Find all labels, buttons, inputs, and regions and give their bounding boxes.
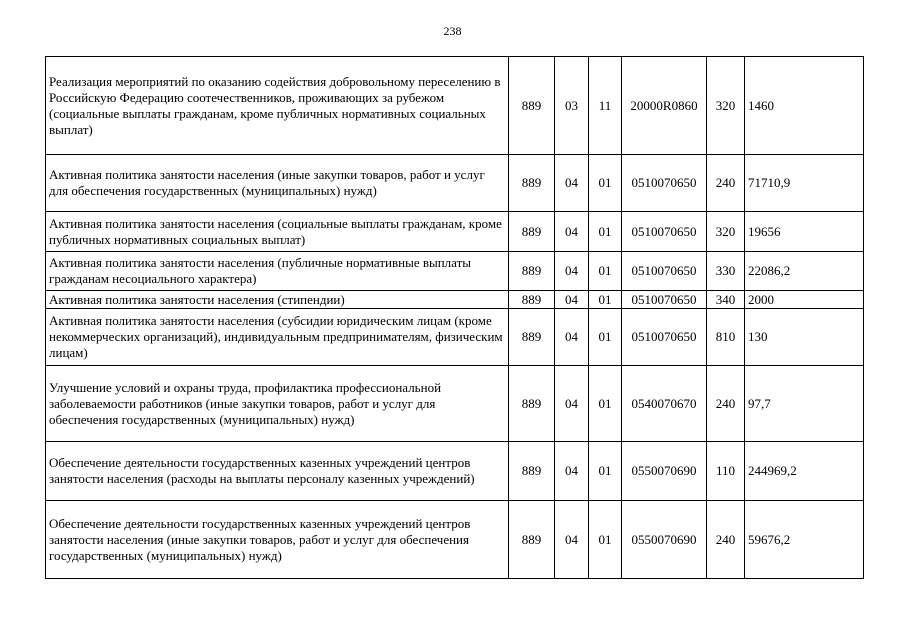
amount-cell: 130 [745, 309, 864, 366]
expense-type-cell: 240 [707, 366, 745, 442]
subsection-code-cell: 01 [589, 309, 622, 366]
amount-cell: 22086,2 [745, 252, 864, 291]
subsection-code-cell: 01 [589, 212, 622, 252]
description-cell: Обеспечение деятельности государственных казенных учреждений центров занятости населения (расходы на выплаты персоналу казенных учреждений) [46, 442, 509, 501]
section-code-cell: 04 [555, 366, 589, 442]
description-cell: Активная политика занятости населения (субсидии юридическим лицам (кроме некоммерческих организаций), индивидуальным предпринимателям, физическим лицам) [46, 309, 509, 366]
amount-cell: 97,7 [745, 366, 864, 442]
description-cell: Реализация мероприятий по оказанию содействия добровольному переселению в Российскую Федерацию соотечественников, проживающих за рубежом (социальные выплаты гражданам, кроме публичных нормативных социальных выплат) [46, 57, 509, 155]
ministry-code-cell: 889 [509, 252, 555, 291]
table-row [46, 291, 864, 309]
amount-cell: 1460 [745, 57, 864, 155]
table-row [46, 252, 864, 291]
description-cell: Активная политика занятости населения (социальные выплаты гражданам, кроме публичных нормативных социальных выплат) [46, 212, 509, 252]
subsection-code-cell: 01 [589, 252, 622, 291]
subsection-code-cell: 01 [589, 291, 622, 309]
expense-type-cell: 330 [707, 252, 745, 291]
table-row [46, 155, 864, 212]
target-article-cell: 0510070650 [622, 155, 707, 212]
section-code-cell: 04 [555, 501, 589, 579]
page-number: 238 [443, 24, 462, 38]
section-code-cell: 04 [555, 291, 589, 309]
ministry-code-cell: 889 [509, 309, 555, 366]
ministry-code-cell: 889 [509, 155, 555, 212]
subsection-code-cell: 01 [589, 501, 622, 579]
table-row [46, 57, 864, 155]
budget-table [45, 56, 864, 579]
expense-type-cell: 320 [707, 212, 745, 252]
expense-type-cell: 320 [707, 57, 745, 155]
target-article-cell: 0510070650 [622, 291, 707, 309]
section-code-cell: 04 [555, 252, 589, 291]
table-row [46, 501, 864, 579]
expense-type-cell: 810 [707, 309, 745, 366]
target-article-cell: 0540070670 [622, 366, 707, 442]
description-cell: Активная политика занятости населения (публичные нормативные выплаты гражданам несоциального характера) [46, 252, 509, 291]
description-cell: Активная политика занятости населения (стипендии) [46, 291, 509, 309]
subsection-code-cell: 11 [589, 57, 622, 155]
subsection-code-cell: 01 [589, 155, 622, 212]
amount-cell: 19656 [745, 212, 864, 252]
expense-type-cell: 110 [707, 442, 745, 501]
subsection-code-cell: 01 [589, 366, 622, 442]
target-article-cell: 0550070690 [622, 442, 707, 501]
section-code-cell: 03 [555, 57, 589, 155]
amount-cell: 71710,9 [745, 155, 864, 212]
table-row [46, 309, 864, 366]
target-article-cell: 0550070690 [622, 501, 707, 579]
ministry-code-cell: 889 [509, 212, 555, 252]
description-cell: Обеспечение деятельности государственных казенных учреждений центров занятости населения (иные закупки товаров, работ и услуг для обеспечения государственных (муниципальных) нужд) [46, 501, 509, 579]
subsection-code-cell: 01 [589, 442, 622, 501]
ministry-code-cell: 889 [509, 501, 555, 579]
description-cell: Активная политика занятости населения (иные закупки товаров, работ и услуг для обеспечения государственных (муниципальных) нужд) [46, 155, 509, 212]
expense-type-cell: 240 [707, 501, 745, 579]
amount-cell: 244969,2 [745, 442, 864, 501]
ministry-code-cell: 889 [509, 57, 555, 155]
target-article-cell: 0510070650 [622, 309, 707, 366]
expense-type-cell: 240 [707, 155, 745, 212]
expense-type-cell: 340 [707, 291, 745, 309]
ministry-code-cell: 889 [509, 442, 555, 501]
section-code-cell: 04 [555, 155, 589, 212]
description-cell: Улучшение условий и охраны труда, профилактика профессиональной заболеваемости работников (иные закупки товаров, работ и услуг для обеспечения государственных (муниципальных) нужд) [46, 366, 509, 442]
target-article-cell: 0510070650 [622, 252, 707, 291]
amount-cell: 59676,2 [745, 501, 864, 579]
section-code-cell: 04 [555, 212, 589, 252]
section-code-cell: 04 [555, 442, 589, 501]
target-article-cell: 20000R0860 [622, 57, 707, 155]
amount-cell: 2000 [745, 291, 864, 309]
ministry-code-cell: 889 [509, 366, 555, 442]
target-article-cell: 0510070650 [622, 212, 707, 252]
table-row [46, 212, 864, 252]
table-row [46, 366, 864, 442]
ministry-code-cell: 889 [509, 291, 555, 309]
section-code-cell: 04 [555, 309, 589, 366]
table-row [46, 442, 864, 501]
